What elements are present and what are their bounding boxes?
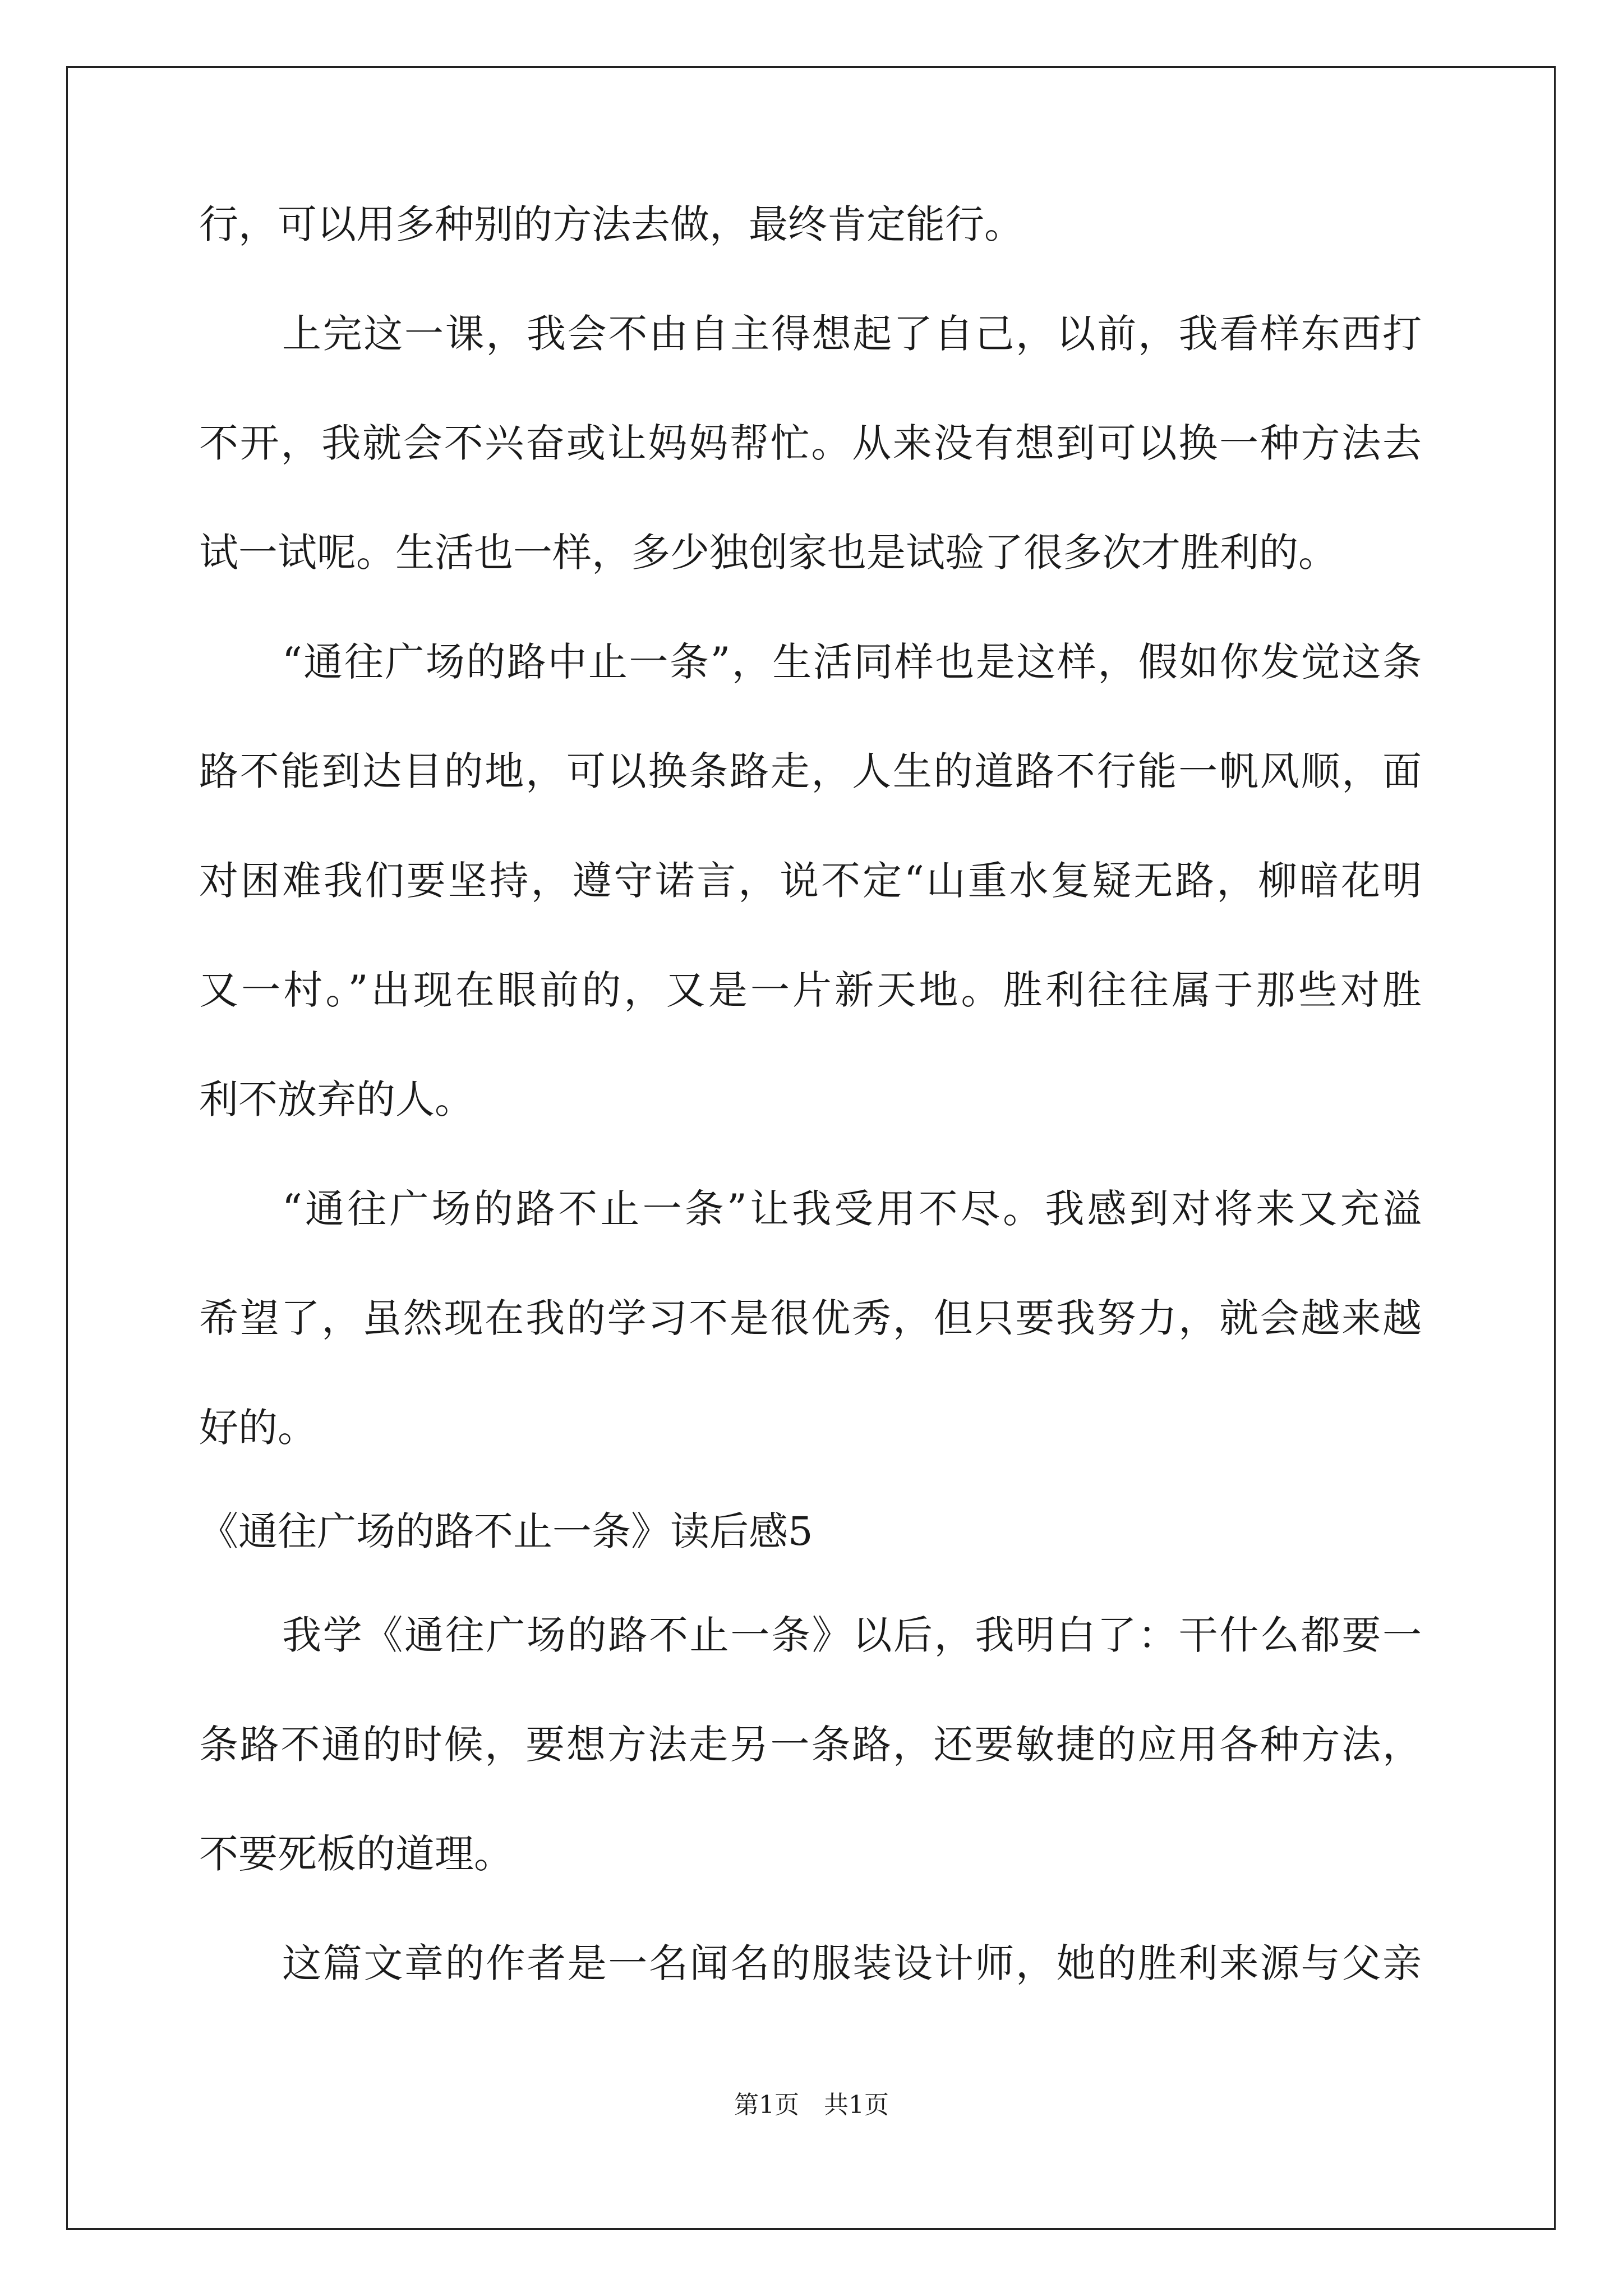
text-line: 试一试呢。生活也一样，多少独创家也是试验了很多次才胜利的。 [199, 530, 1338, 576]
text-line: 路不能到达目的地，可以换条路走，人生的道路不行能一帆风顺，面 [199, 748, 1422, 794]
section-heading: 《通往广场的路不止一条》读后感5 [199, 1508, 813, 1554]
text-line: 好的。 [199, 1405, 317, 1451]
page-frame [66, 66, 1556, 2230]
text-line: 行，可以用多种别的方法去做，最终肯定能行。 [199, 201, 1023, 247]
text-line: 对困难我们要坚持，遵守诺言，说不定“山重水复疑无路，柳暗花明 [199, 858, 1422, 904]
text-line: 条路不通的时候，要想方法走另一条路，还要敏捷的应用各种方法， [199, 1722, 1422, 1768]
text-line: 不要死板的道理。 [199, 1831, 513, 1877]
text-line: 利不放弃的人。 [199, 1076, 474, 1122]
text-line: 又一村。”出现在眼前的，又是一片新天地。胜利往往属于那些对胜 [199, 967, 1422, 1013]
text-line: 不开，我就会不兴奋或让妈妈帮忙。从来没有想到可以换一种方法去 [199, 420, 1422, 466]
paragraph-first-line: 上完这一课，我会不由自主得想起了自己，以前，我看样东西打 [282, 311, 1422, 357]
page-number: 第1页 共1页 [734, 2091, 889, 2119]
paragraph-first-line: 我学《通往广场的路不止一条》以后，我明白了：干什么都要一 [282, 1612, 1422, 1658]
paragraph-first-line: 这篇文章的作者是一名闻名的服装设计师，她的胜利来源与父亲 [282, 1940, 1422, 1986]
text-line: 希望了，虽然现在我的学习不是很优秀，但只要我努力，就会越来越 [199, 1295, 1422, 1341]
paragraph-first-line: “通往广场的路中止一条”，生活同样也是这样，假如你发觉这条 [282, 639, 1422, 685]
paragraph-first-line: “通往广场的路不止一条”让我受用不尽。我感到对将来又充溢 [282, 1186, 1422, 1232]
